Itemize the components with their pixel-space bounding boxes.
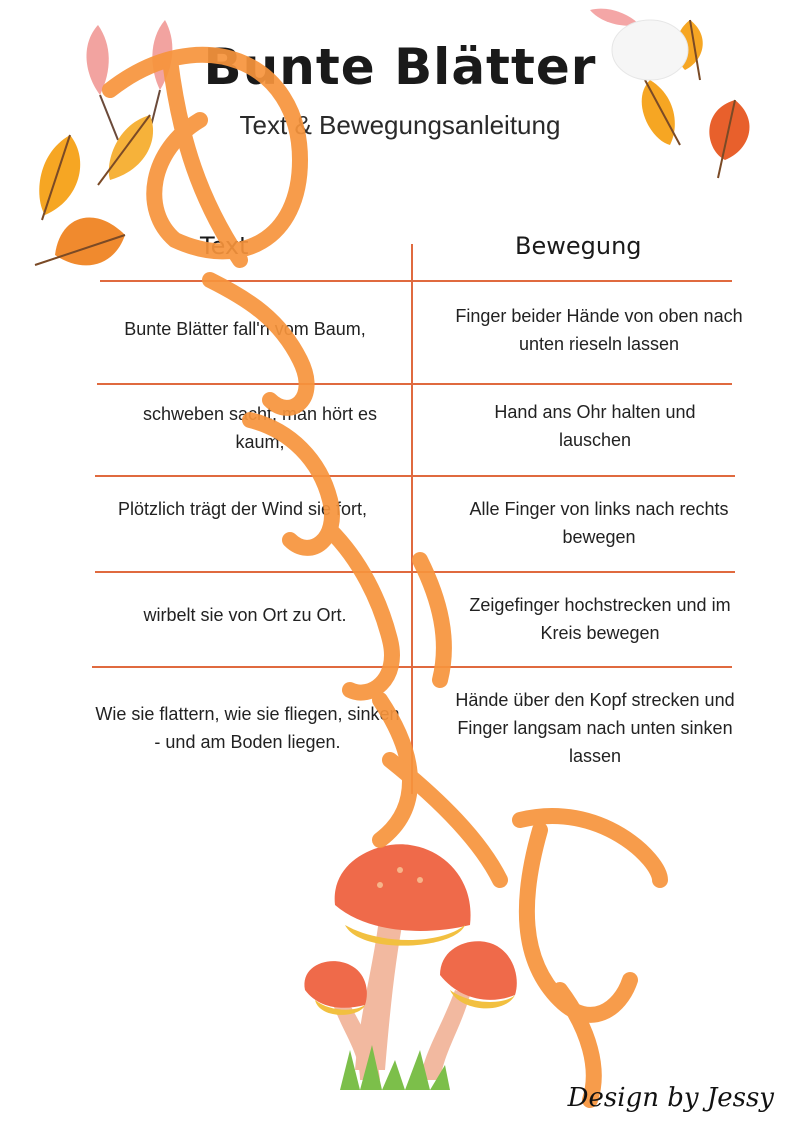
table-cell-text: Bunte Blätter fall'n vom Baum, (124, 319, 366, 339)
table-divider (95, 571, 735, 573)
table-cell-movement: Alle Finger von links nach rechts bewegen (469, 499, 729, 547)
signature: Design by Jessy (567, 1083, 774, 1113)
column-header-text: Text (200, 232, 249, 260)
orange-leaf-icon (35, 218, 125, 266)
page-title: Bunte Blätter (203, 38, 597, 96)
table-cell-movement: Zeigefinger hochstrecken und im Kreis bewegen (469, 595, 731, 643)
table-divider (97, 383, 732, 385)
mushroom-icon (420, 941, 517, 1080)
table-cell-text: wirbelt sie von Ort zu Ort. (143, 605, 347, 625)
table-cell-text: schweben sacht, man hört es kaum, (142, 404, 378, 452)
column-header-movement: Bewegung (515, 232, 642, 260)
page-subtitle: Text & Bewegungsanleitung (239, 110, 561, 140)
table-cell-text: Wie sie flattern, wie sie fliegen, sinken - und am Boden liegen. (95, 704, 400, 752)
table-divider (95, 475, 735, 477)
table-cell-text: Plötzlich trägt der Wind sie fort, (117, 499, 368, 519)
table-divider (100, 280, 732, 282)
table-cell-movement: Hände über den Kopf strecken und Finger langsam nach unten sinken lassen (455, 690, 735, 766)
table-column-divider (411, 244, 413, 794)
table-cell-movement: Finger beider Hände von oben nach unten rieseln lassen (455, 306, 743, 354)
table-cell-movement: Hand ans Ohr halten und lauschen (494, 402, 696, 450)
